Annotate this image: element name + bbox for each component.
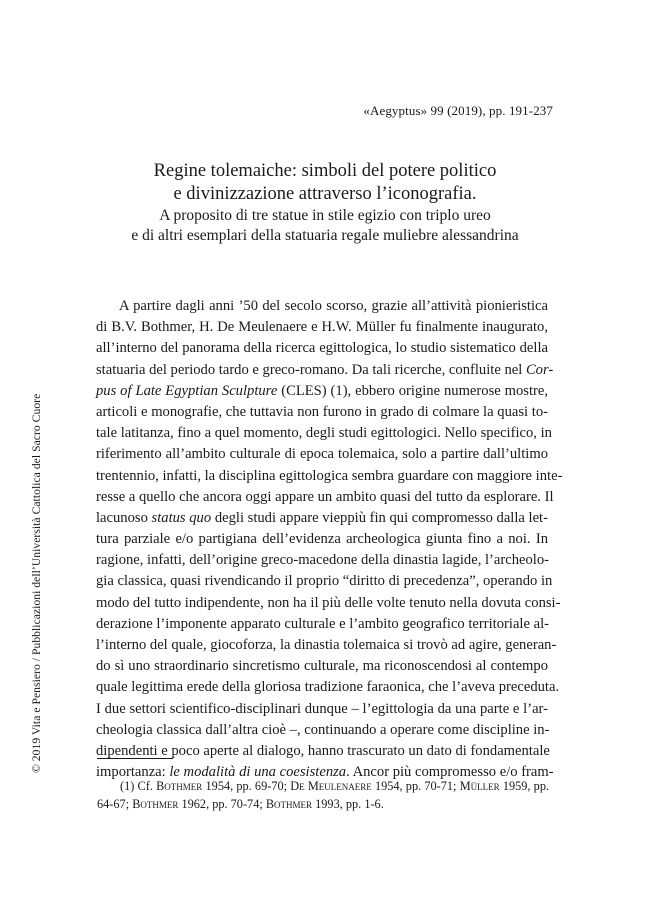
italic-text: status quo (151, 509, 212, 526)
italic-text: pus of Late Egyptian Sculpture (96, 382, 278, 399)
footnote-text: 1954, pp. 69-70; (205, 779, 288, 793)
body-line: trentennio, infatti, la disciplina egittologica sembra guardare con maggiore inte- (96, 467, 563, 484)
body-line: dipendenti e poco aperte al dialogo, hanno trascurato un dato di fondamentale (96, 742, 550, 759)
body-line: modo del tutto indipendente, non ha il più delle volte tenuto nella dovuta consi- (96, 594, 561, 611)
body-line: articoli e monografie, che tuttavia non furono in grado di colmare la quasi to- (96, 403, 548, 420)
article-subtitle-line-1: A proposito di tre statue in stile egizio con triplo ureo (159, 207, 491, 224)
copyright-notice: © 2019 Vita e Pensiero / Pubblicazioni dell’Università Cattolica del Sacro Cuore (30, 393, 43, 773)
body-text: . Ancor più compromesso e/o fram- (346, 764, 554, 781)
body-line (96, 508, 548, 529)
footnote-text: 1954, pp. 70-71; (374, 779, 457, 793)
body-line: cheologia classica dall’altra cioè –, continuando a operare come discipline in- (96, 721, 550, 738)
body-line: gia classica, quasi rivendicando il proprio “diritto di precedenza”, operando in (96, 573, 553, 590)
author-name: Müller (459, 779, 500, 793)
body-line: tale latitanza, fino a quel momento, degli studi egittologici. Nello specifico, in (96, 425, 552, 442)
body-line: resse a quello che ancora oggi appare un ambito quasi del tutto da esplorare. Il (96, 488, 554, 505)
author-name: De Meulenaere (290, 779, 372, 793)
body-line (96, 381, 548, 402)
footnote-text: 1959, pp. (502, 779, 550, 793)
footnote-line (97, 778, 549, 796)
body-line: di B.V. Bothmer, H. De Meulenaere e H.W. Müller fu finalmente inaugurato, (96, 319, 548, 336)
body-text: lacunoso (96, 509, 148, 526)
body-line: l’interno del quale, giocoforza, la dinastia tolemaica si trovò ad agire, generan- (96, 637, 557, 653)
body-text: degli studi appare vieppiù fin qui compromesso dalla let- (214, 509, 548, 526)
article-title-line-2: e divinizzazione attraverso l’iconografia. (173, 184, 477, 204)
footnote-text: 64-67; (97, 796, 130, 811)
author-name: Bothmer (156, 779, 203, 793)
body-text: importanza: (96, 764, 166, 781)
author-name: Bothmer (265, 796, 313, 811)
body-line: riferimento all’ambito culturale di epoca tolemaica, solo a partire dall’ultimo (96, 446, 548, 463)
body-line: A partire dagli anni ’50 del secolo scorso, grazie all’attività pionieristica (119, 298, 548, 314)
body-line: do sì uno straordinario sincretismo culturale, ma riconoscendosi al contempo (96, 658, 548, 675)
footnote-divider (97, 758, 173, 759)
body-text: statuaria del periodo tardo e greco-romano. Da tali ricerche, confluite nel (96, 361, 523, 378)
article-subtitle-line-2: e di altri esemplari della statuaria regale muliebre alessandrina (131, 226, 519, 244)
italic-text: le modalità di una coesistenza (169, 764, 347, 781)
footnote-text: 1962, pp. 70-74; (181, 796, 263, 811)
body-line: derazione l’imponente apparato culturale e l’ambito geografico territoriale al- (96, 615, 549, 632)
italic-text: Cor- (525, 361, 554, 378)
body-line: all’interno del panorama della ricerca egittologica, lo studio sistematico della (96, 340, 548, 357)
body-line: quale legittima erede della gloriosa tradizione faraonica, che l’aveva preceduta. (96, 679, 560, 696)
footnote-line (97, 796, 549, 814)
body-paragraph (96, 296, 563, 783)
body-line: I due settori scientifico-disciplinari dunque – l’egittologia da una parte e l’ar- (96, 700, 548, 717)
article-title-line-1: Regine tolemaiche: simboli del potere politico (153, 161, 497, 181)
footnote-text: (1) Cf. (120, 779, 153, 793)
body-line: tura parziale e/o partigiana dell’evidenza archeologica giunta fino a noi. In (96, 531, 548, 548)
body-text: (CLES) (1), ebbero origine numerose mostre, (281, 382, 549, 399)
body-line (96, 360, 554, 381)
footnote-text: 1993, pp. 1-6. (315, 796, 384, 811)
footnote (97, 778, 549, 813)
body-line: ragione, infatti, dell’origine greco-macedone della dinastia lagide, l’archeolo- (96, 552, 550, 569)
author-name: Bothmer (132, 796, 179, 811)
journal-reference: «Aegyptus» 99 (2019), pp. 191-237 (363, 103, 553, 118)
article-title-block (0, 160, 650, 245)
